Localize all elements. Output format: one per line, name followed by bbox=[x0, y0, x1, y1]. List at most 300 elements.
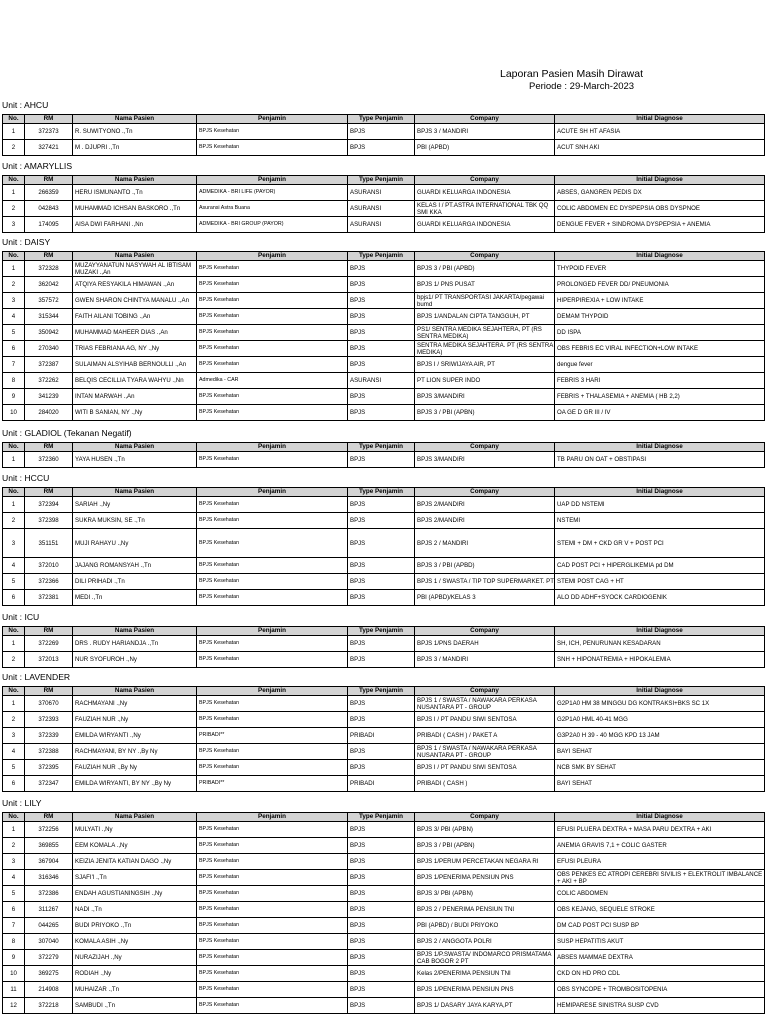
cell-nama-pasien bbox=[73, 918, 197, 933]
cell-nama-pasien-text: MUZAYYANATUN NASYWAH AL IBTISAM MUZAKI .,An bbox=[75, 261, 192, 276]
cell-nama-pasien-text: RODIAH .,Ny bbox=[75, 970, 112, 977]
cell-rm bbox=[25, 341, 73, 356]
cell-rm-text: 370670 bbox=[38, 700, 59, 707]
table-header bbox=[2, 487, 765, 497]
header-type-penjamin-text: Type Penjamin bbox=[359, 176, 403, 183]
cell-penjamin-text: BPJS Kesehatan bbox=[199, 640, 240, 646]
cell-penjamin bbox=[197, 822, 348, 837]
cell-type-penjamin bbox=[348, 261, 415, 276]
cell-nama-pasien-text: JAJANG ROMANSYAH .,Tn bbox=[75, 562, 152, 569]
cell-initial-diagnose bbox=[555, 124, 764, 139]
cell-no-text: 1 bbox=[11, 640, 16, 647]
cell-company bbox=[415, 728, 555, 743]
report-title: Laporan Pasien Masih Dirawat bbox=[500, 68, 643, 80]
table-row bbox=[2, 293, 765, 309]
header-company bbox=[415, 176, 555, 184]
header-no bbox=[3, 627, 25, 635]
cell-no-text: 4 bbox=[11, 874, 16, 881]
cell-initial-diagnose-text: STEMI + DM + CKD GR V + POST PCI bbox=[557, 539, 664, 547]
cell-initial-diagnose bbox=[555, 998, 764, 1013]
cell-nama-pasien bbox=[73, 529, 197, 557]
header-nama-pasien-text: Nama Pasien bbox=[114, 488, 155, 495]
cell-rm-text: 362042 bbox=[38, 281, 59, 288]
cell-no bbox=[3, 870, 25, 885]
table-row bbox=[2, 325, 765, 341]
cell-nama-pasien-text: SUKRA MUKSIN, SE .,Tn bbox=[75, 517, 145, 524]
cell-initial-diagnose bbox=[555, 217, 764, 232]
header-initial-diagnose bbox=[555, 813, 764, 821]
cell-penjamin-text: BPJS Kesehatan bbox=[199, 281, 240, 287]
cell-penjamin bbox=[197, 405, 348, 420]
cell-no-text: 1 bbox=[11, 700, 16, 707]
cell-initial-diagnose-text: ABSES MAMMAE DEXTRA bbox=[557, 954, 633, 961]
cell-initial-diagnose-text: DENGUE FEVER + SINDROMA DYSPEPSIA + ANEMIA bbox=[557, 221, 711, 228]
cell-nama-pasien-text: MEDI .,Tn bbox=[75, 594, 103, 601]
cell-penjamin bbox=[197, 636, 348, 651]
header-penjamin-text: Penjamin bbox=[258, 443, 286, 450]
header-nama-pasien bbox=[73, 627, 197, 635]
cell-rm bbox=[25, 277, 73, 292]
cell-penjamin bbox=[197, 452, 348, 467]
cell-nama-pasien bbox=[73, 966, 197, 981]
cell-no bbox=[3, 744, 25, 759]
cell-company bbox=[415, 513, 555, 528]
cell-type-penjamin bbox=[348, 558, 415, 573]
cell-company-text: KELAS I / PT.ASTRA INTERNATIONAL TBK QQ SMI KKA bbox=[417, 201, 549, 216]
table-row bbox=[2, 822, 765, 838]
cell-company-text: BPJS 3/ PBI (APBN) bbox=[417, 890, 473, 897]
cell-initial-diagnose-text: EFUSI PLUERA DEXTRA + MASA PARU DEXTRA + AKI bbox=[557, 826, 712, 833]
cell-company-text: GUARDI KELUARGA INDONESIA bbox=[417, 189, 511, 196]
cell-nama-pasien bbox=[73, 277, 197, 292]
cell-no-text: 10 bbox=[10, 409, 17, 416]
cell-nama-pasien-text: FAUZIAH NUR .,By Ny bbox=[75, 764, 137, 771]
cell-type-penjamin-text: BPJS bbox=[350, 562, 366, 569]
cell-nama-pasien-text: YAYA HUSEN .,Tn bbox=[75, 456, 125, 463]
cell-no-text: 1 bbox=[11, 265, 16, 272]
cell-no bbox=[3, 405, 25, 420]
cell-no bbox=[3, 712, 25, 727]
cell-nama-pasien bbox=[73, 760, 197, 775]
cell-no bbox=[3, 776, 25, 791]
cell-no-text: 5 bbox=[11, 890, 16, 897]
cell-no-text: 1 bbox=[11, 456, 16, 463]
cell-no-text: 2 bbox=[11, 656, 16, 663]
cell-initial-diagnose-text: CAD POST PCI + HIPERGLIKEMIA pd DM bbox=[557, 562, 674, 569]
cell-nama-pasien bbox=[73, 201, 197, 216]
cell-company bbox=[415, 744, 555, 759]
cell-type-penjamin bbox=[348, 902, 415, 917]
cell-type-penjamin-text: BPJS bbox=[350, 361, 366, 368]
cell-nama-pasien bbox=[73, 950, 197, 965]
cell-penjamin-text: Asuransi Astra Buana bbox=[199, 205, 250, 211]
header-penjamin bbox=[197, 252, 348, 260]
table-row bbox=[2, 776, 765, 792]
cell-no bbox=[3, 590, 25, 605]
table-row bbox=[2, 124, 765, 140]
cell-initial-diagnose bbox=[555, 652, 764, 667]
header-initial-diagnose-text: Initial Diagnose bbox=[636, 443, 683, 450]
header-initial-diagnose bbox=[555, 627, 764, 635]
unit-label: Unit : DAISY bbox=[2, 237, 51, 247]
cell-penjamin bbox=[197, 341, 348, 356]
cell-penjamin-text: BPJS Kesehatan bbox=[199, 890, 240, 896]
cell-nama-pasien bbox=[73, 293, 197, 308]
cell-rm-text: 372269 bbox=[38, 640, 59, 647]
header-rm bbox=[25, 176, 73, 184]
unit-label: Unit : HCCU bbox=[2, 473, 50, 483]
cell-company bbox=[415, 405, 555, 420]
cell-company-text: PT LION SUPER INDO bbox=[417, 377, 481, 384]
cell-no bbox=[3, 373, 25, 388]
cell-type-penjamin-text: BPJS bbox=[350, 826, 366, 833]
cell-type-penjamin-text: BPJS bbox=[350, 128, 366, 135]
cell-type-penjamin bbox=[348, 728, 415, 743]
header-rm-text: RM bbox=[43, 627, 54, 634]
cell-rm bbox=[25, 261, 73, 276]
cell-type-penjamin-text: BPJS bbox=[350, 313, 366, 320]
cell-nama-pasien bbox=[73, 373, 197, 388]
cell-type-penjamin-text: BPJS bbox=[350, 409, 366, 416]
cell-company-text: BPJS I / SRIWIJAYA AIR, PT bbox=[417, 361, 495, 368]
cell-type-penjamin bbox=[348, 590, 415, 605]
table-header bbox=[2, 626, 765, 636]
cell-penjamin-text: BPJS Kesehatan bbox=[199, 144, 240, 150]
cell-nama-pasien-text: KEIZIA JENITA KATIAN DAGO .,Ny bbox=[75, 858, 172, 865]
cell-rm bbox=[25, 590, 73, 605]
cell-nama-pasien bbox=[73, 185, 197, 200]
cell-rm bbox=[25, 529, 73, 557]
cell-initial-diagnose-text: ABSES, GANGREN PEDIS DX bbox=[557, 189, 642, 196]
table-row bbox=[2, 513, 765, 529]
cell-company bbox=[415, 574, 555, 589]
cell-company-text: BPJS 2/MANDIRI bbox=[417, 501, 465, 508]
header-initial-diagnose bbox=[555, 176, 764, 184]
cell-company bbox=[415, 886, 555, 901]
cell-no-text: 5 bbox=[11, 578, 16, 585]
table-header bbox=[2, 175, 765, 185]
cell-rm bbox=[25, 712, 73, 727]
cell-rm bbox=[25, 140, 73, 155]
cell-nama-pasien-text: NADI .,Tn bbox=[75, 906, 102, 913]
cell-type-penjamin-text: BPJS bbox=[350, 906, 366, 913]
header-company bbox=[415, 488, 555, 496]
header-rm-text: RM bbox=[43, 443, 54, 450]
cell-rm-text: 270340 bbox=[38, 345, 59, 352]
cell-rm bbox=[25, 728, 73, 743]
table-row bbox=[2, 982, 765, 998]
table-row bbox=[2, 529, 765, 558]
cell-no-text: 8 bbox=[11, 377, 16, 384]
header-no-text: No. bbox=[8, 488, 19, 495]
cell-penjamin bbox=[197, 886, 348, 901]
cell-company-text: bpjs1/ PT TRANSPORTASI JAKARTA/pegawai bumd bbox=[417, 293, 545, 308]
cell-rm-text: 214908 bbox=[38, 986, 59, 993]
cell-initial-diagnose-text: NSTEMI bbox=[557, 517, 581, 524]
cell-penjamin bbox=[197, 934, 348, 949]
cell-rm bbox=[25, 558, 73, 573]
cell-no bbox=[3, 966, 25, 981]
cell-no-text: 6 bbox=[11, 780, 16, 787]
header-nama-pasien bbox=[73, 488, 197, 496]
cell-initial-diagnose bbox=[555, 918, 764, 933]
header-type-penjamin bbox=[348, 252, 415, 260]
cell-initial-diagnose bbox=[555, 838, 764, 853]
header-rm-text: RM bbox=[43, 252, 54, 259]
header-rm-text: RM bbox=[43, 687, 54, 694]
header-initial-diagnose bbox=[555, 488, 764, 496]
cell-initial-diagnose bbox=[555, 712, 764, 727]
cell-nama-pasien bbox=[73, 696, 197, 711]
cell-rm bbox=[25, 886, 73, 901]
cell-no bbox=[3, 902, 25, 917]
cell-penjamin-text: BPJS Kesehatan bbox=[199, 329, 240, 335]
cell-initial-diagnose bbox=[555, 309, 764, 324]
cell-no bbox=[3, 696, 25, 711]
cell-rm-text: 372394 bbox=[38, 501, 59, 508]
cell-initial-diagnose bbox=[555, 293, 764, 308]
header-initial-diagnose-text: Initial Diagnose bbox=[636, 813, 683, 820]
header-penjamin bbox=[197, 627, 348, 635]
header-no-text: No. bbox=[8, 176, 19, 183]
cell-nama-pasien-text: NURAZIJAH .,Ny bbox=[75, 954, 122, 961]
cell-nama-pasien-text: R. SUWITYONO .,Tn bbox=[75, 128, 133, 135]
header-type-penjamin bbox=[348, 687, 415, 695]
cell-no bbox=[3, 760, 25, 775]
table-row bbox=[2, 950, 765, 966]
cell-penjamin bbox=[197, 950, 348, 965]
cell-no-text: 4 bbox=[11, 748, 16, 755]
cell-penjamin bbox=[197, 389, 348, 404]
header-rm bbox=[25, 687, 73, 695]
cell-rm bbox=[25, 452, 73, 467]
cell-type-penjamin bbox=[348, 760, 415, 775]
cell-company-text: BPJS 1 / SWASTA / NAWAKARA PERKASA NUSANTARA PT - GROUP bbox=[417, 744, 537, 759]
cell-no-text: 3 bbox=[11, 858, 16, 865]
cell-rm-text: 042843 bbox=[38, 205, 59, 212]
cell-company bbox=[415, 918, 555, 933]
cell-nama-pasien bbox=[73, 934, 197, 949]
cell-rm bbox=[25, 998, 73, 1013]
cell-nama-pasien bbox=[73, 405, 197, 420]
cell-company bbox=[415, 373, 555, 388]
cell-initial-diagnose-text: DM CAD POST PCI SUSP BP bbox=[557, 922, 640, 929]
cell-company bbox=[415, 293, 555, 308]
header-initial-diagnose-text: Initial Diagnose bbox=[636, 488, 683, 495]
cell-no bbox=[3, 574, 25, 589]
header-company-text: Company bbox=[470, 176, 499, 183]
cell-nama-pasien bbox=[73, 389, 197, 404]
cell-nama-pasien bbox=[73, 261, 197, 276]
cell-rm-text: 372256 bbox=[38, 826, 59, 833]
cell-rm bbox=[25, 405, 73, 420]
header-rm bbox=[25, 115, 73, 123]
cell-no bbox=[3, 277, 25, 292]
cell-rm-text: 372010 bbox=[38, 562, 59, 569]
cell-company bbox=[415, 854, 555, 869]
cell-type-penjamin bbox=[348, 636, 415, 651]
cell-penjamin bbox=[197, 870, 348, 885]
cell-no-text: 6 bbox=[11, 345, 16, 352]
unit-label: Unit : GLADIOL (Tekanan Negatif) bbox=[2, 428, 132, 438]
header-company-text: Company bbox=[470, 443, 499, 450]
cell-no bbox=[3, 636, 25, 651]
table-row bbox=[2, 140, 765, 156]
cell-company bbox=[415, 998, 555, 1013]
header-rm-text: RM bbox=[43, 813, 54, 820]
cell-rm-text: 367904 bbox=[38, 858, 59, 865]
cell-rm bbox=[25, 870, 73, 885]
cell-no-text: 2 bbox=[11, 517, 16, 524]
cell-nama-pasien-text: ATQIYA RESYAKILA HIMAWAN .,An bbox=[75, 281, 175, 288]
cell-rm bbox=[25, 373, 73, 388]
cell-no bbox=[3, 124, 25, 139]
header-company bbox=[415, 252, 555, 260]
cell-nama-pasien-text: MULYATI .,Ny bbox=[75, 826, 113, 833]
cell-nama-pasien-text: MUHAMMAD ICHSAN BASKORO .,Tn bbox=[75, 205, 181, 212]
table-row bbox=[2, 217, 765, 233]
cell-type-penjamin-text: BPJS bbox=[350, 954, 366, 961]
cell-initial-diagnose bbox=[555, 389, 764, 404]
table-row bbox=[2, 998, 765, 1014]
cell-penjamin-text: BPJS Kesehatan bbox=[199, 970, 240, 976]
cell-penjamin bbox=[197, 201, 348, 216]
table-row bbox=[2, 309, 765, 325]
cell-rm bbox=[25, 389, 73, 404]
cell-company bbox=[415, 838, 555, 853]
cell-penjamin bbox=[197, 293, 348, 308]
cell-no bbox=[3, 325, 25, 340]
cell-rm-text: 357572 bbox=[38, 297, 59, 304]
header-no bbox=[3, 687, 25, 695]
report-period: Periode : 29-March-2023 bbox=[529, 81, 635, 92]
header-rm bbox=[25, 252, 73, 260]
cell-rm-text: 284020 bbox=[38, 409, 59, 416]
cell-penjamin-text: BPJS Kesehatan bbox=[199, 764, 240, 770]
cell-company bbox=[415, 124, 555, 139]
cell-penjamin-text: BPJS Kesehatan bbox=[199, 456, 240, 462]
cell-no-text: 12 bbox=[10, 1002, 17, 1009]
table-row bbox=[2, 728, 765, 744]
cell-penjamin-text: BPJS Kesehatan bbox=[199, 361, 240, 367]
header-initial-diagnose-text: Initial Diagnose bbox=[636, 252, 683, 259]
cell-type-penjamin bbox=[348, 652, 415, 667]
cell-nama-pasien-text: MUHAIZAR .,Tn bbox=[75, 986, 120, 993]
cell-penjamin-text: BPJS Kesehatan bbox=[199, 1002, 240, 1008]
cell-no-text: 2 bbox=[11, 205, 16, 212]
cell-company bbox=[415, 201, 555, 216]
cell-initial-diagnose-text: HEMIPARESE SINISTRA SUSP CVD bbox=[557, 1002, 659, 1009]
table-row bbox=[2, 696, 765, 712]
cell-rm bbox=[25, 744, 73, 759]
cell-no-text: 2 bbox=[11, 842, 16, 849]
cell-initial-diagnose bbox=[555, 870, 764, 885]
cell-no-text: 3 bbox=[11, 221, 16, 228]
cell-penjamin bbox=[197, 140, 348, 155]
header-no bbox=[3, 252, 25, 260]
cell-nama-pasien bbox=[73, 776, 197, 791]
cell-penjamin bbox=[197, 277, 348, 292]
cell-type-penjamin bbox=[348, 357, 415, 372]
cell-nama-pasien bbox=[73, 590, 197, 605]
header-nama-pasien-text: Nama Pasien bbox=[114, 252, 155, 259]
header-initial-diagnose-text: Initial Diagnose bbox=[636, 176, 683, 183]
cell-nama-pasien bbox=[73, 822, 197, 837]
cell-company-text: BPJS I / PT PANDU SIWI SENTOSA bbox=[417, 716, 517, 723]
header-type-penjamin-text: Type Penjamin bbox=[359, 252, 403, 259]
table-row bbox=[2, 389, 765, 405]
table-row bbox=[2, 405, 765, 421]
cell-penjamin-text: PRIBADI** bbox=[199, 732, 225, 738]
cell-company-text: BPJS 2/MANDIRI bbox=[417, 517, 465, 524]
header-type-penjamin bbox=[348, 488, 415, 496]
header-no-text: No. bbox=[8, 813, 19, 820]
header-company-text: Company bbox=[470, 627, 499, 634]
cell-rm-text: 372366 bbox=[38, 578, 59, 585]
cell-nama-pasien-text: BUDI PRIYOKO .,Tn bbox=[75, 922, 132, 929]
cell-initial-diagnose bbox=[555, 185, 764, 200]
unit-label: Unit : LILY bbox=[2, 798, 42, 808]
cell-penjamin-text: BPJS Kesehatan bbox=[199, 539, 240, 546]
cell-company-text: BPJS 3 / MANDIRI bbox=[417, 128, 469, 135]
header-initial-diagnose bbox=[555, 252, 764, 260]
cell-penjamin-text: PRIBADI** bbox=[199, 780, 225, 786]
cell-penjamin bbox=[197, 728, 348, 743]
cell-type-penjamin bbox=[348, 277, 415, 292]
header-no bbox=[3, 176, 25, 184]
cell-penjamin-text: BPJS Kesehatan bbox=[199, 128, 240, 134]
cell-rm-text: 372387 bbox=[38, 361, 59, 368]
unit-label: Unit : AHCU bbox=[2, 100, 49, 110]
header-nama-pasien-text: Nama Pasien bbox=[114, 813, 155, 820]
cell-company bbox=[415, 712, 555, 727]
cell-company bbox=[415, 950, 555, 965]
cell-company-text: PRIBADI ( CASH ) / PAKET A bbox=[417, 732, 498, 739]
cell-initial-diagnose-text: ANEMIA GRAVIS 7,1 + COLIC GASTER bbox=[557, 842, 667, 849]
cell-initial-diagnose bbox=[555, 760, 764, 775]
cell-type-penjamin bbox=[348, 854, 415, 869]
cell-nama-pasien bbox=[73, 325, 197, 340]
header-company bbox=[415, 687, 555, 695]
cell-penjamin-text: BPJS Kesehatan bbox=[199, 393, 240, 399]
cell-initial-diagnose bbox=[555, 558, 764, 573]
cell-initial-diagnose-text: OBS PENKES EC ATROPI CEREBRI SIVILIS + ELEKTROLIT IMBALANCE + AKI + BP bbox=[557, 870, 763, 885]
table-row bbox=[2, 854, 765, 870]
cell-penjamin-text: BPJS Kesehatan bbox=[199, 748, 240, 754]
header-nama-pasien bbox=[73, 252, 197, 260]
cell-company-text: PS1/ SENTRA MEDIKA SEJAHTERA, PT (RS SENTRA MEDIKA) bbox=[417, 325, 542, 340]
cell-type-penjamin-text: PRIBADI bbox=[350, 732, 375, 739]
cell-type-penjamin bbox=[348, 497, 415, 512]
cell-no-text: 9 bbox=[11, 393, 16, 400]
cell-company-text: BPJS 1/ANDALAN CIPTA TANGGUH, PT bbox=[417, 313, 530, 320]
header-type-penjamin-text: Type Penjamin bbox=[359, 443, 403, 450]
cell-no bbox=[3, 950, 25, 965]
cell-initial-diagnose bbox=[555, 934, 764, 949]
cell-type-penjamin bbox=[348, 934, 415, 949]
header-nama-pasien-text: Nama Pasien bbox=[114, 115, 155, 122]
cell-no bbox=[3, 728, 25, 743]
cell-type-penjamin bbox=[348, 950, 415, 965]
cell-initial-diagnose-text: BAYI SEHAT bbox=[557, 780, 592, 787]
table-row bbox=[2, 452, 765, 468]
cell-company-text: BPJS 3/ PBI (APBN) bbox=[417, 826, 473, 833]
cell-type-penjamin-text: BPJS bbox=[350, 874, 366, 881]
cell-rm bbox=[25, 950, 73, 965]
cell-no bbox=[3, 357, 25, 372]
header-initial-diagnose bbox=[555, 443, 764, 451]
cell-nama-pasien-text: EMILDA WIRYANTI, BY NY .,By Ny bbox=[75, 780, 172, 787]
